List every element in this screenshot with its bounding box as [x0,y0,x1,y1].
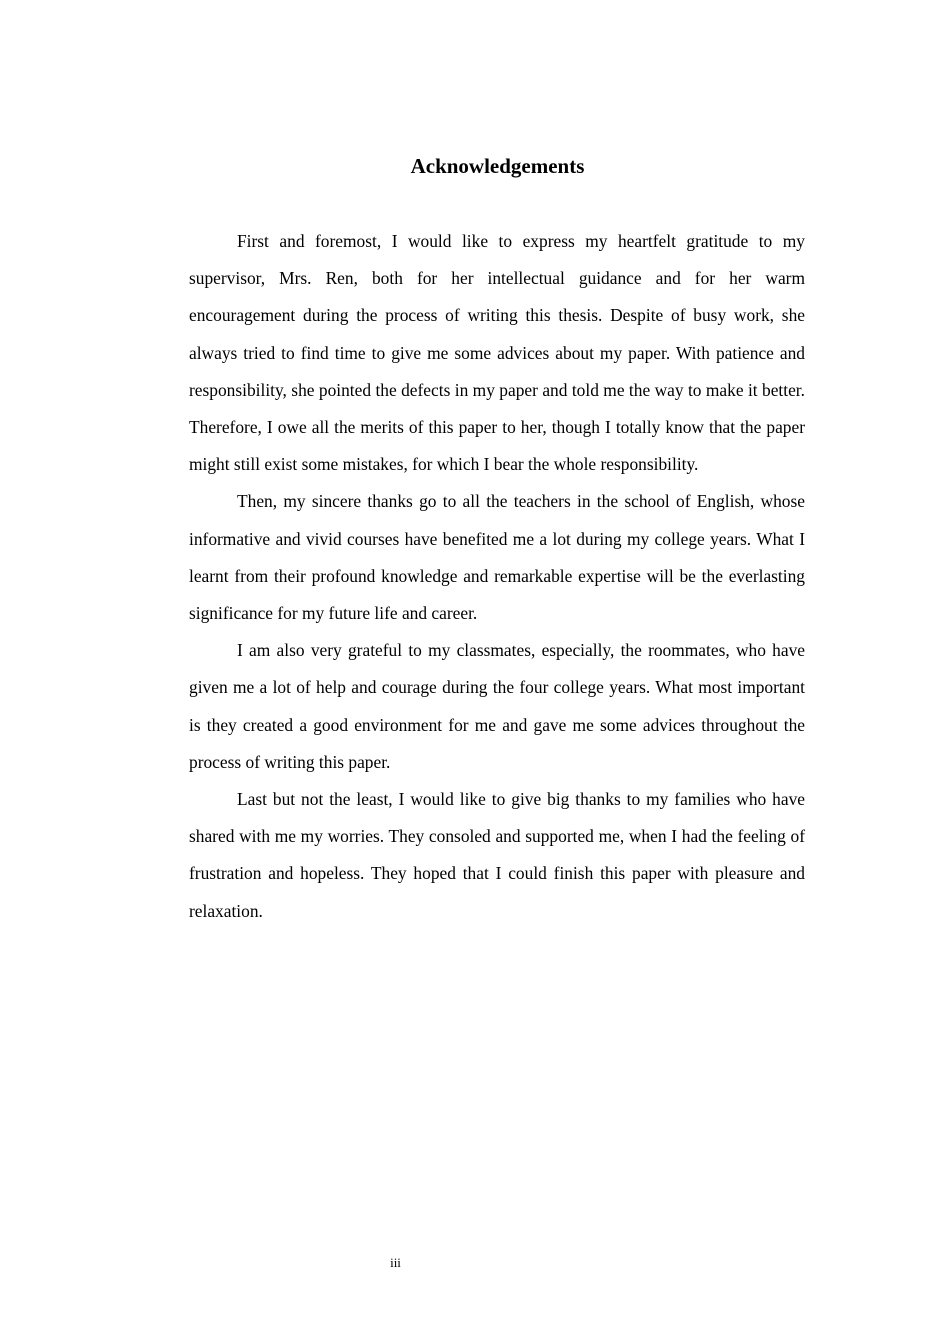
page-number: iii [390,1255,401,1270]
paragraph-supervisor: First and foremost, I would like to express my heartfelt gratitude to my supervisor, Mrs. Ren, both for her intellectual guidance and for her warm encouragement during the process of writing this thesis. Despite of busy work, she always tried to find time to give me some advices about my paper. With patience and responsibility, she pointed the defects in my paper and told me the way to make it better. Therefore, I owe all the merits of this paper to her, though I totally know that the paper might still exist some mistakes, for which I bear the whole responsibility. [189,231,805,475]
paragraph-classmates: I am also very grateful to my classmates, especially, the roommates, who have given me a lot of help and courage during the four college years. What most important is they created a good environment for me and gave me some advices throughout the process of writing this paper. [189,640,805,772]
paragraph-teachers: Then, my sincere thanks go to all the teachers in the school of English, whose informative and vivid courses have benefited me a lot during my college years. What I learnt from their profound knowledge and remarkable expertise will be the everlasting significance for my future life and career. [189,491,805,624]
acknowledgements-body [189,223,805,930]
page-title: Acknowledgements [410,154,585,178]
paragraph-families: Last but not the least, I would like to give big thanks to my families who have shared with me my worries. They consoled and supported me, when I had the feeling of frustration and hopeless. They hoped that I could finish this paper with pleasure and relaxation. [189,789,805,921]
